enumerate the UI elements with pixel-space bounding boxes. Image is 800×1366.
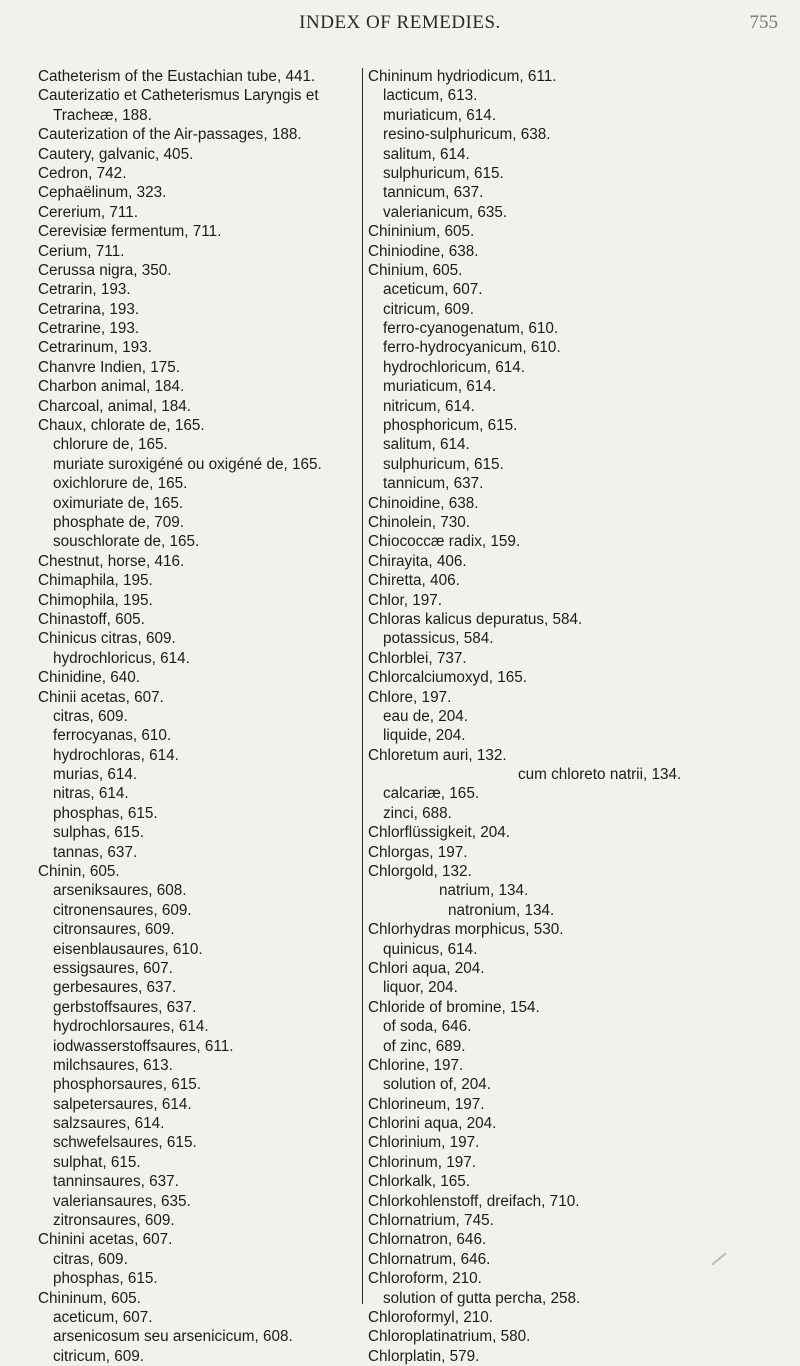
index-entry: Cetrarinum, 193. bbox=[38, 339, 152, 357]
index-entry: Chlorcalciumoxyd, 165. bbox=[368, 669, 527, 687]
index-subentry: oximuriate de, 165. bbox=[53, 494, 184, 512]
index-entry: Chininum, 605. bbox=[38, 1289, 141, 1307]
index-entry: Cautery, galvanic, 405. bbox=[38, 145, 194, 163]
index-subentry: natrium, 134. bbox=[439, 882, 529, 900]
index-subentry: zinci, 688. bbox=[383, 804, 452, 822]
index-entry: Chimophila, 195. bbox=[38, 591, 153, 609]
index-subentry: iodwasserstoffsaures, 611. bbox=[53, 1037, 234, 1055]
index-entry: Chinini acetas, 607. bbox=[38, 1231, 173, 1249]
index-subentry: liquide, 204. bbox=[383, 727, 466, 745]
index-entry: Chlorini aqua, 204. bbox=[368, 1115, 497, 1133]
index-subentry: ferro-cyanogenatum, 610. bbox=[383, 320, 559, 338]
index-entry: Chloroform, 210. bbox=[368, 1270, 482, 1288]
index-entry: Chloride of bromine, 154. bbox=[368, 998, 540, 1016]
index-subentry: eau de, 204. bbox=[383, 707, 469, 725]
index-entry: Cephaëlinum, 323. bbox=[38, 184, 167, 202]
index-subentry: aceticum, 607. bbox=[383, 281, 483, 299]
page-header bbox=[0, 6, 800, 46]
index-entry: Chiretta, 406. bbox=[368, 572, 460, 590]
index-subentry: salpetersaures, 614. bbox=[53, 1095, 192, 1113]
index-subentry: nitricum, 614. bbox=[383, 397, 475, 415]
index-entry: Chaux, chlorate de, 165. bbox=[38, 417, 205, 435]
index-entry: Chlorinium, 197. bbox=[368, 1134, 480, 1152]
index-entry: Chlorblei, 737. bbox=[368, 649, 467, 667]
index-entry: Chloroformyl, 210. bbox=[368, 1309, 493, 1326]
index-subentry: murias, 614. bbox=[53, 766, 138, 784]
index-subentry: phosphas, 615. bbox=[53, 804, 158, 822]
index-entry: Chlor, 197. bbox=[368, 591, 442, 609]
index-entry: Chlorhydras morphicus, 530. bbox=[368, 921, 564, 939]
index-subentry: salzsaures, 614. bbox=[53, 1115, 165, 1133]
index-subentry: valerianicum, 635. bbox=[383, 203, 508, 221]
index-subentry: liquor, 204. bbox=[383, 979, 458, 997]
index-entry: Chinium, 605. bbox=[368, 261, 463, 279]
column-divider bbox=[362, 68, 363, 1304]
index-entry: Chlorplatin, 579. bbox=[368, 1347, 480, 1365]
index-subentry: gerbstoffsaures, 637. bbox=[53, 998, 197, 1016]
index-entry: Cerium, 711. bbox=[38, 242, 125, 260]
index-subentry: tannas, 637. bbox=[53, 843, 138, 861]
page-title: INDEX OF REMEDIES. bbox=[299, 12, 501, 33]
index-subentry: ferrocyanas, 610. bbox=[53, 727, 172, 745]
index-entry: Chinastoff, 605. bbox=[38, 610, 145, 628]
index-entry: Cetrarina, 193. bbox=[38, 300, 140, 318]
index-subentry: hydrochloricus, 614. bbox=[53, 649, 190, 667]
page-number: 755 bbox=[749, 12, 778, 33]
index-entry: Chlorflüssigkeit, 204. bbox=[368, 824, 510, 842]
index-entry: Chimaphila, 195. bbox=[38, 572, 153, 590]
index-subentry: tannicum, 637. bbox=[383, 475, 484, 493]
index-subentry: arseniksaures, 608. bbox=[53, 882, 187, 900]
index-subentry: potassicus, 584. bbox=[383, 630, 494, 648]
index-subentry: salitum, 614. bbox=[383, 436, 470, 454]
index-subentry: sulphat, 615. bbox=[53, 1153, 141, 1171]
index-subentry: oxichlorure de, 165. bbox=[53, 475, 188, 493]
index-subentry: hydrochloricum, 614. bbox=[383, 358, 525, 376]
index-entry: Chlori aqua, 204. bbox=[368, 959, 485, 977]
index-entry: Catheterism of the Eustachian tube, 441. bbox=[38, 68, 316, 85]
index-entry: Chlorgas, 197. bbox=[368, 843, 468, 861]
index-subentry: citricum, 609. bbox=[383, 300, 474, 318]
index-entry: Chloras kalicus depuratus, 584. bbox=[368, 610, 583, 628]
index-subentry: gerbesaures, 637. bbox=[53, 979, 177, 997]
index-subentry: essigsaures, 607. bbox=[53, 959, 173, 977]
index-subentry: souschlorate de, 165. bbox=[53, 533, 200, 551]
index-subentry: Tracheæ, 188. bbox=[53, 106, 152, 124]
index-subentry: sulphas, 615. bbox=[53, 824, 144, 842]
index-subentry: muriaticum, 614. bbox=[383, 106, 497, 124]
index-subentry: tannicum, 637. bbox=[383, 184, 484, 202]
index-subentry: hydrochlorsaures, 614. bbox=[53, 1018, 209, 1036]
index-entry: Chlorine, 197. bbox=[368, 1056, 464, 1074]
index-subentry: citronsaures, 609. bbox=[53, 921, 175, 939]
index-entry: Chinoidine, 638. bbox=[368, 494, 479, 512]
index-subentry: valeriansaures, 635. bbox=[53, 1192, 191, 1210]
index-entry: Chlornatron, 646. bbox=[368, 1231, 487, 1249]
index-entry: Chlorineum, 197. bbox=[368, 1095, 485, 1113]
index-entry: Cauterizatio et Catheterismus Laryngis et bbox=[38, 87, 319, 105]
index-subentry: ferro-hydrocyanicum, 610. bbox=[383, 339, 561, 357]
index-subentry: solution of gutta percha, 258. bbox=[383, 1289, 581, 1307]
index-entry: Chinidine, 640. bbox=[38, 669, 141, 687]
index-subentry: schwefelsaures, 615. bbox=[53, 1134, 197, 1152]
index-entry: Chlorkalk, 165. bbox=[368, 1173, 471, 1191]
index-entry: Chestnut, horse, 416. bbox=[38, 552, 185, 570]
index-subentry: of soda, 646. bbox=[383, 1018, 472, 1036]
index-subentry: aceticum, 607. bbox=[53, 1309, 153, 1326]
index-subentry: cum chloreto natrii, 134. bbox=[518, 766, 682, 784]
index-entry: Chinii acetas, 607. bbox=[38, 688, 164, 706]
index-entry: Chiniodine, 638. bbox=[368, 242, 479, 260]
index-entry: Chlornatrum, 646. bbox=[368, 1250, 491, 1268]
index-entry: Cedron, 742. bbox=[38, 164, 127, 182]
index-entry: Chlornatrium, 745. bbox=[368, 1212, 494, 1230]
index-subentry: tanninsaures, 637. bbox=[53, 1173, 179, 1191]
index-subentry: sulphuricum, 615. bbox=[383, 455, 504, 473]
index-entry: Chininum hydriodicum, 611. bbox=[368, 68, 557, 85]
index-entry: Chinicus citras, 609. bbox=[38, 630, 176, 648]
index-entry: Chlorkohlenstoff, dreifach, 710. bbox=[368, 1192, 580, 1210]
index-subentry: eisenblausaures, 610. bbox=[53, 940, 203, 958]
index-subentry: lacticum, 613. bbox=[383, 87, 478, 105]
index-entry: Chinin, 605. bbox=[38, 863, 120, 881]
index-entry: Cetrarin, 193. bbox=[38, 281, 131, 299]
index-column-left bbox=[38, 67, 362, 1366]
index-subentry: citras, 609. bbox=[53, 707, 128, 725]
index-entry: Chinolein, 730. bbox=[368, 513, 471, 531]
index-subentry: chlorure de, 165. bbox=[53, 436, 168, 454]
index-subentry: muriate suroxigéné ou oxigéné de, 165. bbox=[53, 455, 322, 473]
index-subentry: phosphas, 615. bbox=[53, 1270, 158, 1288]
index-subentry: citronensaures, 609. bbox=[53, 901, 192, 919]
index-entry: Chlorinum, 197. bbox=[368, 1153, 476, 1171]
index-entry: Charcoal, animal, 184. bbox=[38, 397, 192, 415]
index-entry: Charbon animal, 184. bbox=[38, 378, 185, 396]
index-subentry: resino-sulphuricum, 638. bbox=[383, 126, 551, 144]
index-subentry: muriaticum, 614. bbox=[383, 378, 497, 396]
index-entry: Cerussa nigra, 350. bbox=[38, 261, 172, 279]
index-subentry: salitum, 614. bbox=[383, 145, 470, 163]
index-subentry: of zinc, 689. bbox=[383, 1037, 466, 1055]
index-subentry: calcariæ, 165. bbox=[383, 785, 480, 803]
index-subentry: phosphoricum, 615. bbox=[383, 417, 518, 435]
index-subentry: hydrochloras, 614. bbox=[53, 746, 179, 764]
index-subentry: natronium, 134. bbox=[448, 901, 555, 919]
index-column-right bbox=[368, 67, 788, 1366]
index-subentry: zitronsaures, 609. bbox=[53, 1212, 175, 1230]
index-subentry: arsenicosum seu arsenicicum, 608. bbox=[53, 1328, 293, 1346]
index-entry: Chininium, 605. bbox=[368, 223, 475, 241]
index-subentry: nitras, 614. bbox=[53, 785, 129, 803]
index-subentry: quinicus, 614. bbox=[383, 940, 478, 958]
index-subentry: phosphate de, 709. bbox=[53, 513, 184, 531]
index-subentry: citricum, 609. bbox=[53, 1347, 144, 1365]
index-entry: Chlorgold, 132. bbox=[368, 863, 472, 881]
index-subentry: citras, 609. bbox=[53, 1250, 128, 1268]
index-subentry: phosphorsaures, 615. bbox=[53, 1076, 201, 1094]
index-entry: Chlore, 197. bbox=[368, 688, 452, 706]
index-subentry: sulphuricum, 615. bbox=[383, 164, 504, 182]
index-entry: Chanvre Indien, 175. bbox=[38, 358, 181, 376]
index-subentry: solution of, 204. bbox=[383, 1076, 492, 1094]
index-entry: Cerevisiæ fermentum, 711. bbox=[38, 223, 222, 241]
index-entry: Cetrarine, 193. bbox=[38, 320, 140, 338]
index-entry: Chirayita, 406. bbox=[368, 552, 467, 570]
index-entry: Chloretum auri, 132. bbox=[368, 746, 507, 764]
index-entry: Chiococcæ radix, 159. bbox=[368, 533, 521, 551]
index-subentry: milchsaures, 613. bbox=[53, 1056, 173, 1074]
index-entry: Cauterization of the Air-passages, 188. bbox=[38, 126, 302, 144]
index-entry: Cererium, 711. bbox=[38, 203, 139, 221]
index-entry: Chloroplatinatrium, 580. bbox=[368, 1328, 531, 1346]
